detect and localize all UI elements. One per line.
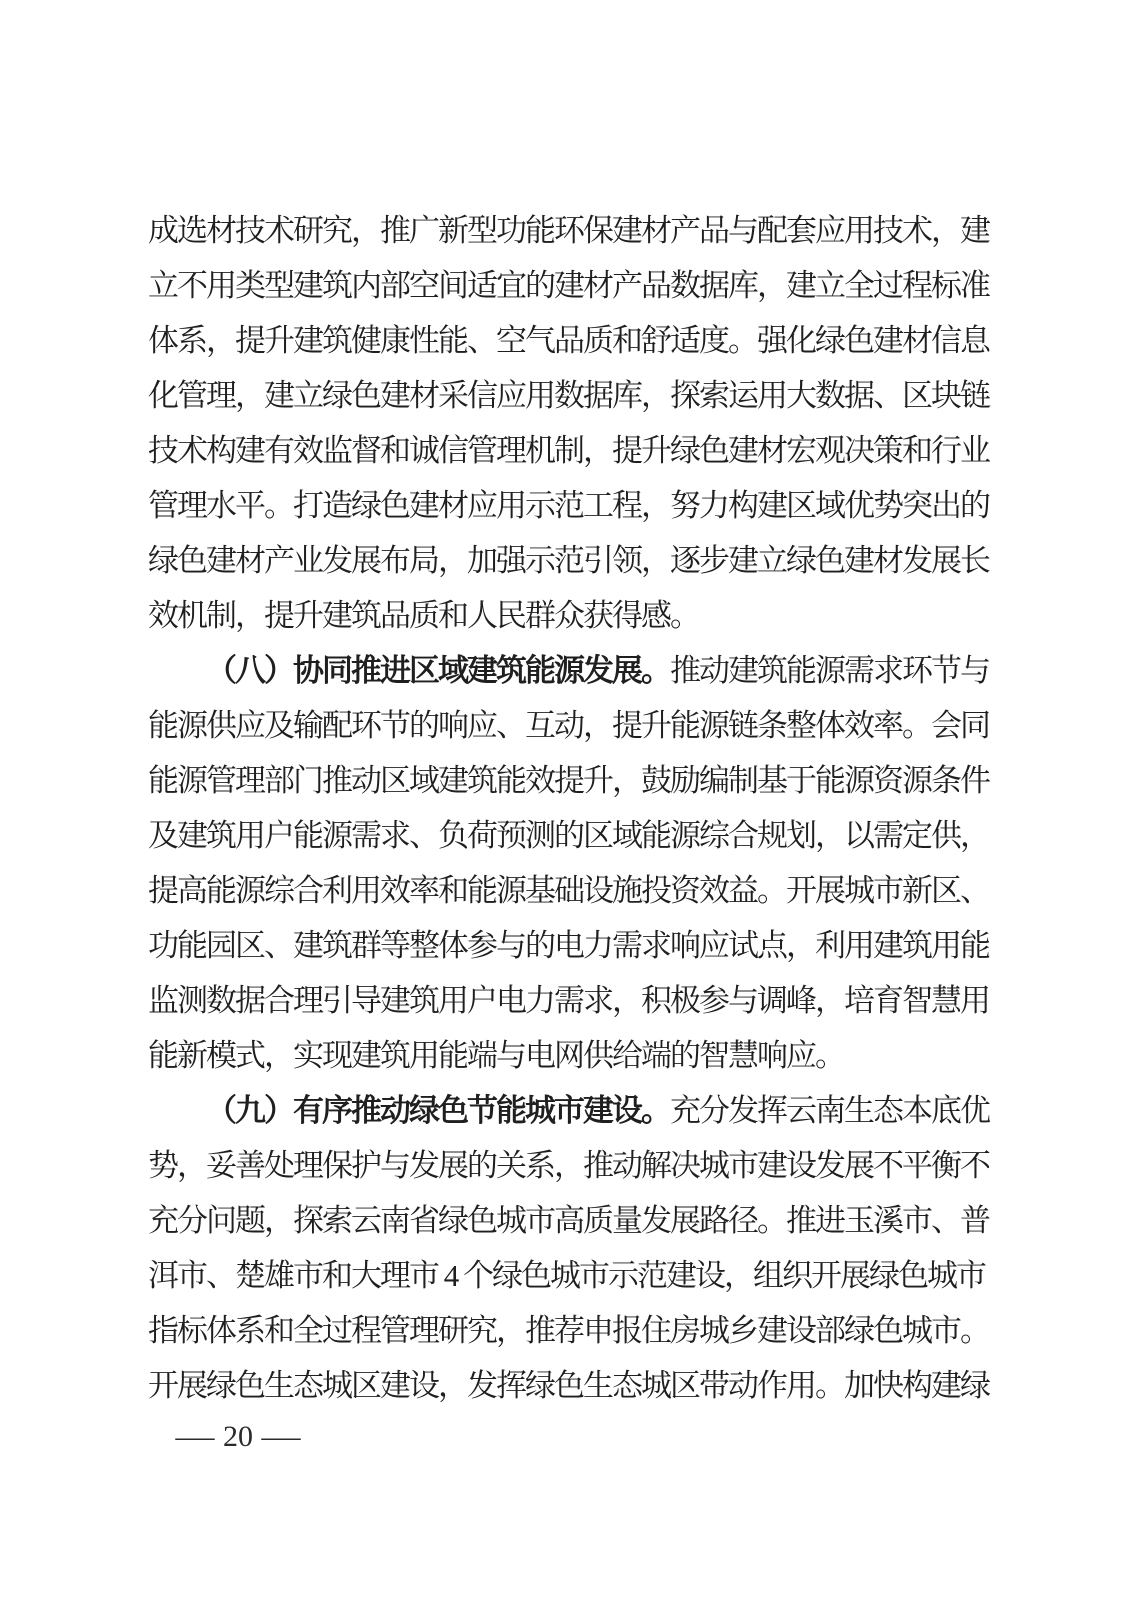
text-line (148, 1358, 993, 1413)
line-text: 监测数据合理引导建筑用户电力需求，积极参与调峰，培育智慧用 (148, 983, 989, 1018)
text-line (148, 258, 993, 313)
text-line (148, 753, 993, 808)
text-line (148, 863, 993, 918)
line-text: 充分发挥云南生态本底优 (670, 1093, 989, 1128)
text-line (148, 533, 993, 588)
line-text: 绿色建材产业发展布局，加强示范引领，逐步建立绿色建材发展长 (148, 543, 989, 578)
line-text: 效机制，提升建筑品质和人民群众获得感。 (148, 598, 699, 633)
paragraph-heading: （九）有序推动绿色节能城市建设。 (206, 1093, 670, 1128)
line-text: 势，妥善处理保护与发展的关系，推动解决城市建设发展不平衡不 (148, 1148, 989, 1183)
text-line (148, 313, 993, 368)
text-line (148, 643, 993, 698)
text-line (148, 1193, 993, 1248)
line-text: 充分问题，探索云南省绿色城市高质量发展路径。推进玉溪市、普 (148, 1203, 989, 1238)
line-text: 及建筑用户能源需求、负荷预测的区域能源综合规划，以需定供， (148, 818, 989, 853)
line-text: 提高能源综合利用效率和能源基础设施投资效益。开展城市新区、 (148, 873, 989, 908)
line-text: 能新模式，实现建筑用能端与电网供给端的智慧响应。 (148, 1038, 844, 1073)
line-text: 立不用类型建筑内部空间适宜的建材产品数据库，建立全过程标准 (148, 268, 989, 303)
line-text: 技术构建有效监督和诚信管理机制，提升绿色建材宏观决策和行业 (148, 433, 989, 468)
footer-dash-right: — (261, 1420, 301, 1453)
page-number: 20 (223, 1420, 253, 1453)
page-footer (175, 1418, 301, 1456)
line-text: 能源管理部门推动区域建筑能效提升，鼓励编制基于能源资源条件 (148, 763, 989, 798)
text-line (148, 478, 993, 533)
line-text: 化管理，建立绿色建材采信应用数据库，探索运用大数据、区块链 (148, 378, 989, 413)
line-text: 开展绿色生态城区建设，发挥绿色生态城区带动作用。加快构建绿 (148, 1368, 989, 1403)
line-text: 洱市、楚雄市和大理市 4 个绿色城市示范建设，组织开展绿色城市 (148, 1258, 985, 1293)
text-line (148, 808, 993, 863)
text-line (148, 973, 993, 1028)
line-text: 推动建筑能源需求环节与 (670, 653, 989, 688)
text-line (148, 1083, 993, 1138)
text-line (148, 588, 993, 643)
text-line (148, 368, 993, 423)
footer-dash-left: — (175, 1420, 215, 1453)
text-line (148, 203, 993, 258)
line-text: 成选材技术研究，推广新型功能环保建材产品与配套应用技术，建 (148, 213, 989, 248)
line-text: 功能园区、建筑群等整体参与的电力需求响应试点，利用建筑用能 (148, 928, 989, 963)
line-text: 能源供应及输配环节的响应、互动，提升能源链条整体效率。会同 (148, 708, 989, 743)
line-text: 体系，提升建筑健康性能、空气品质和舒适度。强化绿色建材信息 (148, 323, 989, 358)
text-line (148, 1303, 993, 1358)
text-line (148, 1248, 993, 1303)
line-text: 管理水平。打造绿色建材应用示范工程，努力构建区域优势突出的 (148, 488, 989, 523)
text-body (148, 203, 993, 1413)
paragraph-heading: （八）协同推进区域建筑能源发展。 (206, 653, 670, 688)
text-line (148, 423, 993, 478)
text-line (148, 1028, 993, 1083)
line-text: 指标体系和全过程管理研究，推荐申报住房城乡建设部绿色城市。 (148, 1313, 989, 1348)
text-line (148, 1138, 993, 1193)
text-line (148, 918, 993, 973)
text-line (148, 698, 993, 753)
